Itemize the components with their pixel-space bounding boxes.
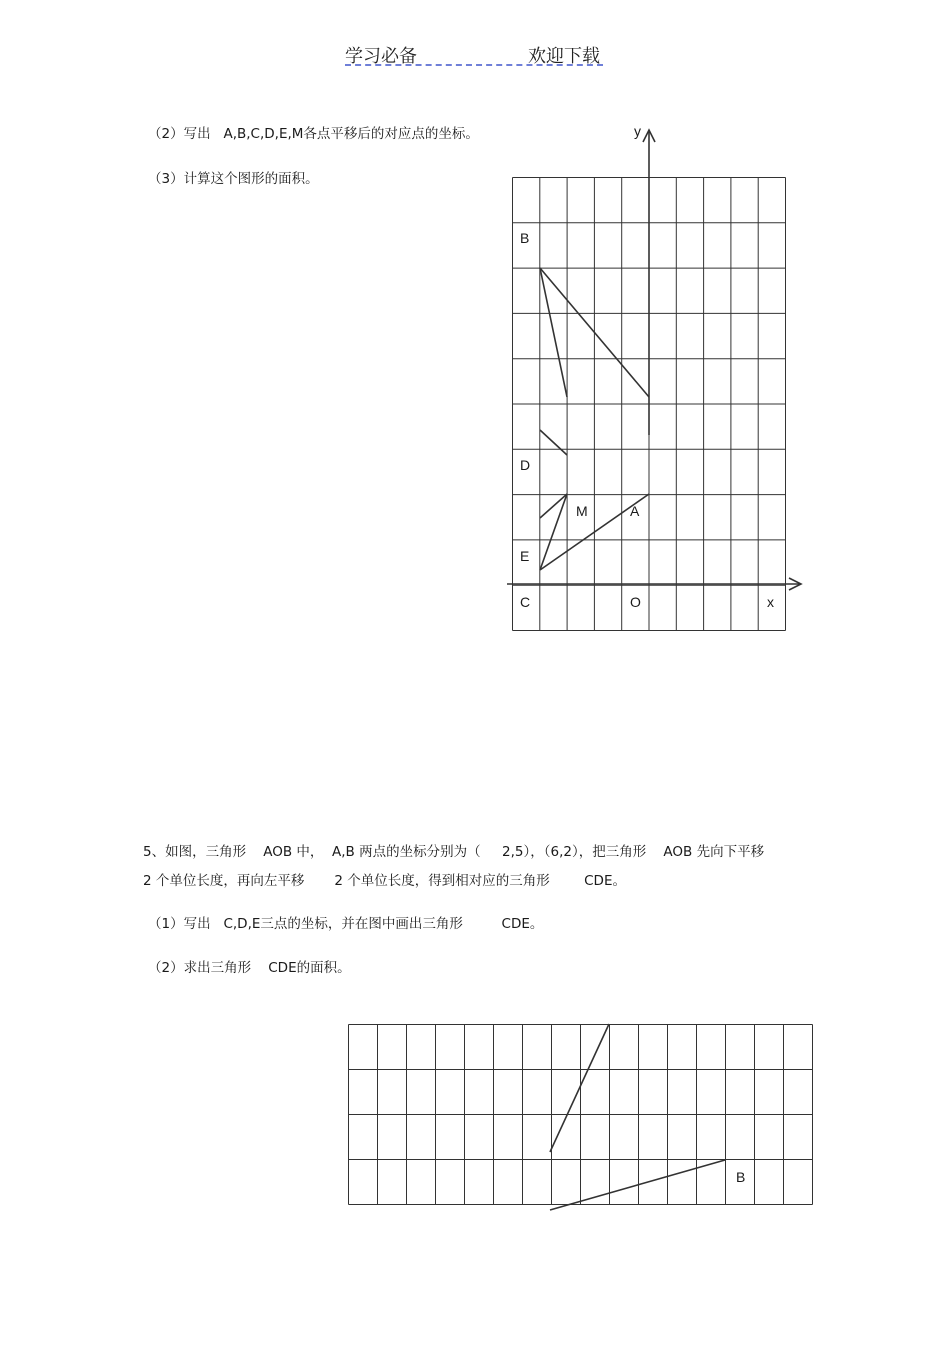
label-b-fig2: B <box>736 1169 746 1185</box>
label-y: y <box>634 123 641 139</box>
header-left-text: 学习必备 <box>345 46 417 67</box>
label-m: M <box>576 503 588 519</box>
label-e: E <box>520 548 530 564</box>
figure2-shape <box>550 1024 725 1210</box>
segment-d <box>540 430 567 455</box>
header-right-text: 欢迎下载 <box>528 46 600 67</box>
label-x: x <box>767 594 774 610</box>
label-b: B <box>520 230 530 246</box>
q4-subquestion-3: （3）计算这个图形的面积。 <box>148 171 319 187</box>
label-o: O <box>630 594 641 610</box>
q5-statement-line1: 5、如图，三角形 AOB 中， A,B 两点的坐标分别为（ 2,5），（6,2），把三角形 AOB 先向下平移 <box>143 844 765 860</box>
q4-subquestion-2: （2）写出 A,B,C,D,E,M各点平移后的对应点的坐标。 <box>148 126 479 142</box>
segment-oa <box>550 1024 609 1152</box>
label-c: C <box>520 594 531 610</box>
segment-ob <box>550 1160 725 1210</box>
q5-statement-line2: 2 个单位长度，再向左平移 2 个单位长度，得到相对应的三角形 CDE。 <box>143 873 626 889</box>
label-a: A <box>630 503 640 519</box>
q5-subquestion-2: （2）求出三角形 CDE的面积。 <box>148 960 351 976</box>
segment-b-left <box>540 268 567 397</box>
q5-subquestion-1: （1）写出 C,D,E三点的坐标，并在图中画出三角形 CDE。 <box>148 916 544 932</box>
label-d: D <box>520 457 531 473</box>
